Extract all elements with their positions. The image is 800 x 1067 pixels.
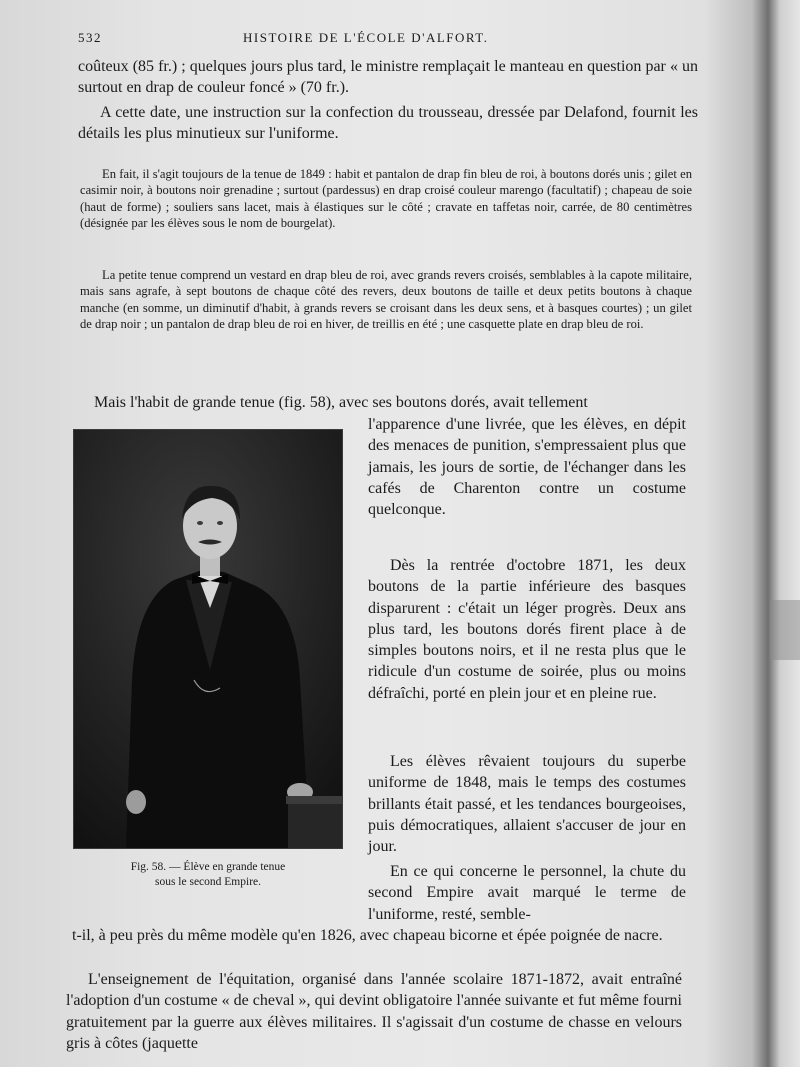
paragraph-4-small: La petite tenue comprend un vestard en drap bleu de roi, avec grands revers croisés, semblables à la capote militaire, mais sans agrafe, à sept boutons de chaque côté des revers, deux boutons de taille et deux petits boutons à chaque manche (en somme, un diminutif d'habit, à grands revers se croisant dans les deux sens, et à basques courtes) ; un gilet de drap noir ; un pantalon de drap bleu de roi en hiver, de treillis en été ; une casquette plate en drap bleu de roi. — [80, 268, 692, 332]
running-title: HISTOIRE DE L'ÉCOLE D'ALFORT. — [243, 30, 489, 45]
paragraph-5-first-line: Mais l'habit de grande tenue (fig. 58), avec ses boutons dorés, avait tellement — [94, 394, 588, 411]
caption-line-1: Fig. 58. — Élève en grande tenue — [130, 861, 286, 873]
paragraph-8-column: En ce qui concerne le personnel, la chute du second Empire avait marqué le terme de l'uniforme, resté, semble- — [368, 863, 686, 923]
paragraph-2: A cette date, une instruction sur la confection du trousseau, dressée par Delafond, fournit les détails les plus minutieux sur l'uniforme. — [78, 104, 698, 143]
figure-caption — [74, 860, 342, 890]
paragraph-1: coûteux (85 fr.) ; quelques jours plus tard, le ministre remplaçait le manteau en question par « un surtout en drap de couleur foncé » (70 fr.). — [78, 58, 698, 97]
paragraph-8-full: t-il, à peu près du même modèle qu'en 1826, avec chapeau bicorne et épée poignée de nacre. — [72, 927, 663, 944]
caption-line-2: sous le second Empire. — [154, 876, 262, 888]
page-edge-shadow — [770, 600, 800, 660]
running-head — [78, 30, 698, 52]
paragraph-7: Les élèves rêvaient toujours du superbe uniforme de 1848, mais le temps des costumes brillants était passé, et les tendances bourgeoises, puis démocratiques, allaient s'accuser de jour en jour. — [368, 753, 686, 856]
figure-58-photo — [74, 430, 342, 848]
paragraph-9: L'enseignement de l'équitation, organisé dans l'année scolaire 1871-1872, avait entraîné l'adoption d'un costume « de cheval », qui devint obligatoire l'année suivante et fut même fourni gratuitement par la guerre aux élèves militaires. Il s'agissait d'un costume de chasse en velours gris à côtes (jaquette — [66, 971, 682, 1052]
page-number: 532 — [78, 30, 102, 45]
paragraph-3-small: En fait, il s'agit toujours de la tenue de 1849 : habit et pantalon de drap fin bleu de roi, à boutons dorés unis ; gilet en casimir noir, à boutons noir grenadine ; surtout (pardessus) en drap croisé couleur marengo (facultatif) ; chapeau de soie (haut de forme) ; souliers sans lacet, mais à élastiques sur le côté ; cravate en taffetas noir, carrée, de 80 centimètres (désignée par les élèves sous le nom de bourgelat). — [80, 167, 692, 231]
portrait-illustration — [74, 430, 342, 848]
paragraph-5-column: l'apparence d'une livrée, que les élèves, en dépit des menaces de punition, s'empressaient plus que jamais, les jours de sortie, de l'échanger dans les cafés de Charenton contre un costume quelconque. — [368, 416, 686, 519]
paragraph-6: Dès la rentrée d'octobre 1871, les deux boutons de la partie inférieure des basques disparurent : c'était un léger progrès. Deux ans plus tard, les boutons dorés firent place à de simples boutons noirs, et il ne resta plus que le ridicule d'un costume de soirée, plus ou moins défraîchi, porté en plein jour et en pleine rue. — [368, 557, 686, 702]
